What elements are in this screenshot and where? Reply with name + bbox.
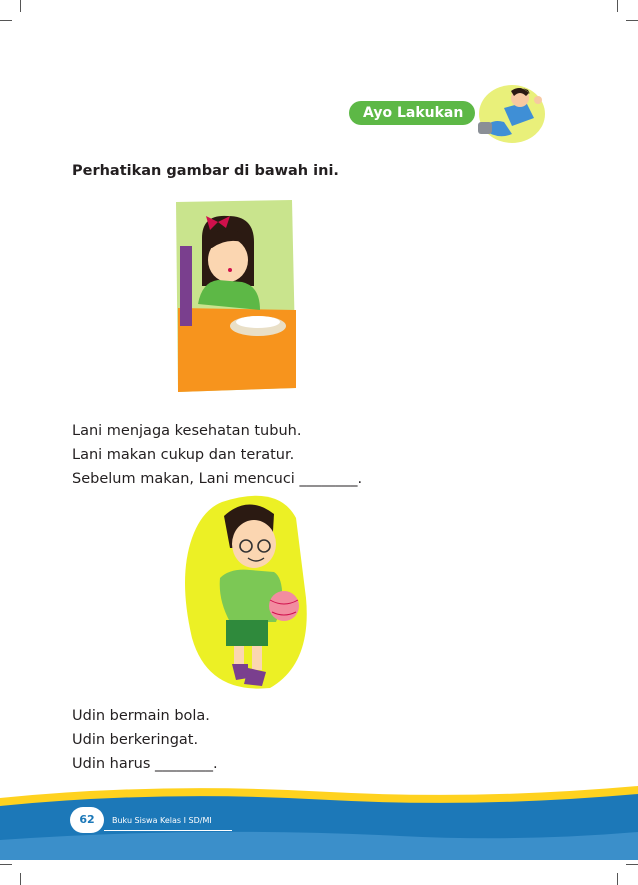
boy-with-ball-illustration xyxy=(178,488,312,694)
crop-mark xyxy=(617,0,618,12)
section-badge-label: Ayo Lakukan xyxy=(349,101,475,125)
text-line: Lani menjaga kesehatan tubuh. xyxy=(72,423,302,439)
crop-mark xyxy=(617,873,618,885)
paragraph-lani xyxy=(72,419,362,491)
crop-mark xyxy=(626,20,638,21)
crop-mark xyxy=(20,0,21,12)
text-line: Udin harus ________. xyxy=(72,756,218,772)
book-title-underline xyxy=(104,830,232,831)
crop-mark xyxy=(626,864,638,865)
paragraph-udin xyxy=(72,704,218,776)
girl-eating-illustration xyxy=(172,198,298,394)
book-title: Buku Siswa Kelas I SD/MI xyxy=(112,816,212,825)
text-line: Lani makan cukup dan teratur. xyxy=(72,447,295,463)
crop-mark xyxy=(0,864,12,865)
section-badge xyxy=(346,98,478,128)
crop-mark xyxy=(20,873,21,885)
text-line: Udin berkeringat. xyxy=(72,732,199,748)
mascot-boy-illustration xyxy=(468,78,550,150)
instruction-text: Perhatikan gambar di bawah ini. xyxy=(72,163,339,179)
text-line: Udin bermain bola. xyxy=(72,708,210,724)
crop-mark xyxy=(0,20,12,21)
text-line: Sebelum makan, Lani mencuci ________. xyxy=(72,471,363,487)
page-number: 62 xyxy=(70,807,104,833)
